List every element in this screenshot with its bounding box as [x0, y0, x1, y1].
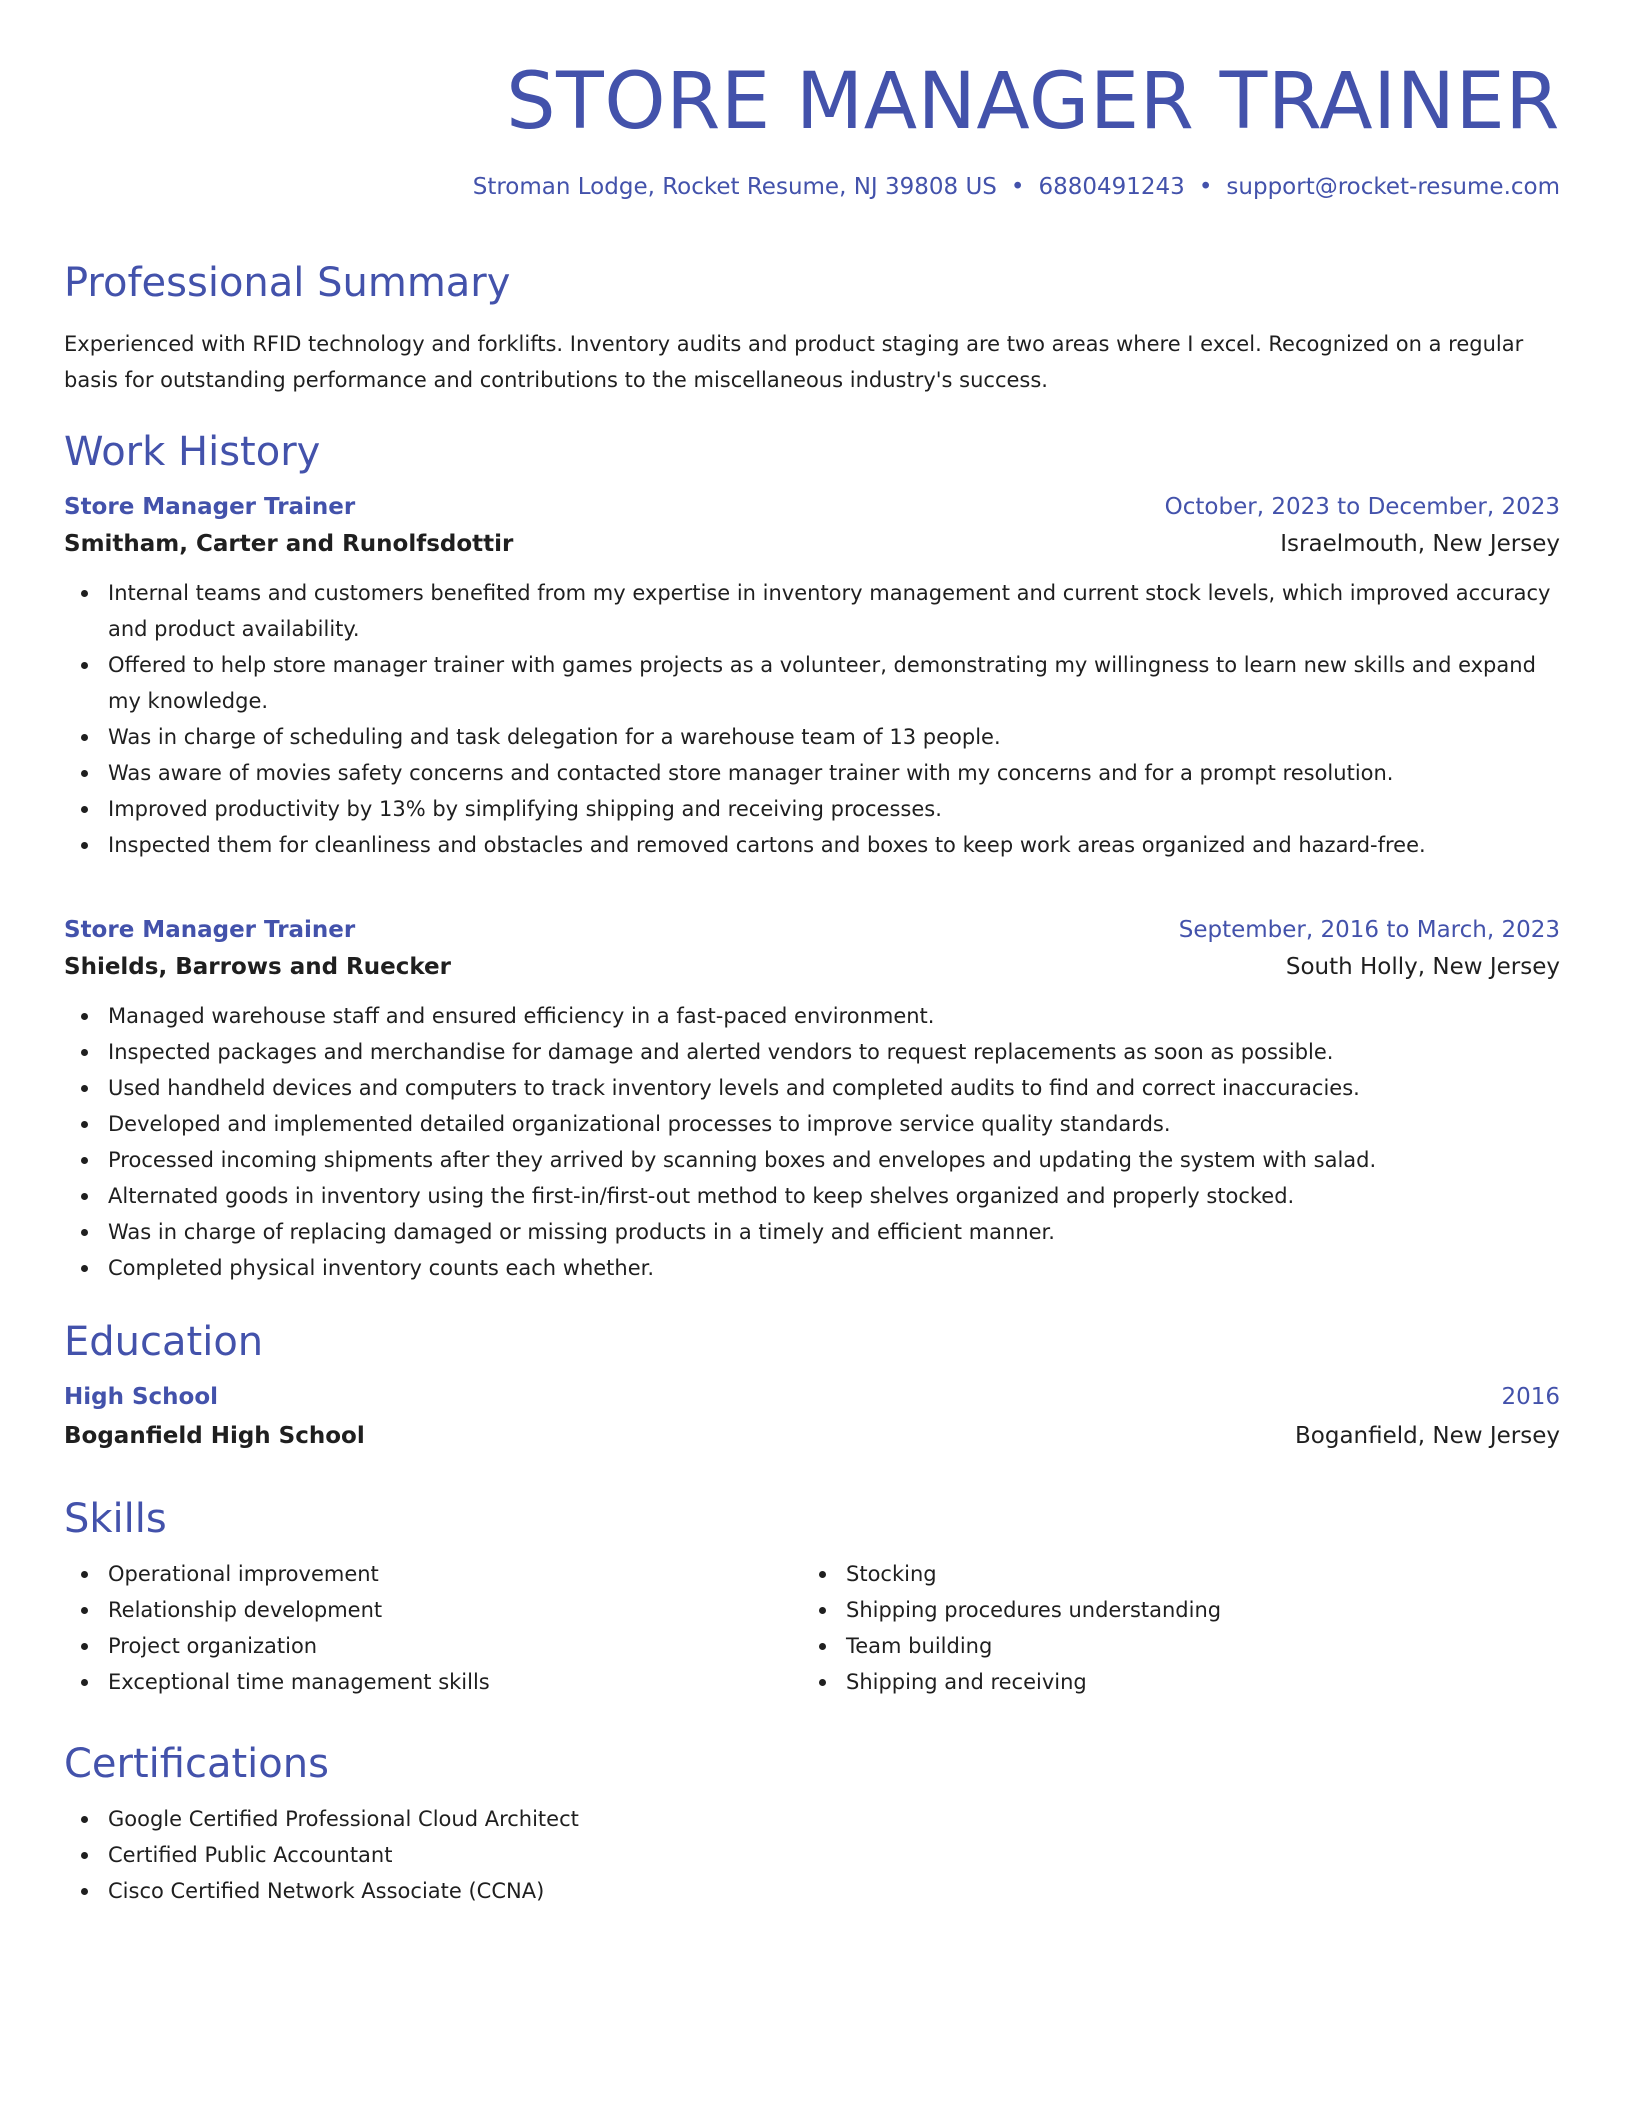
job-bullet: Alternated goods in inventory using the first-in/first-out method to keep shelves organized and properly stocked.: [64, 1178, 1560, 1214]
contact-email[interactable]: support@rocket-resume.com: [1226, 174, 1560, 200]
job-title: Store Manager Trainer: [64, 494, 356, 520]
certification-item: Google Certified Professional Cloud Architect: [64, 1801, 1560, 1837]
education-year: 2016: [1501, 1384, 1560, 1410]
contact-phone[interactable]: 6880491243: [1038, 174, 1185, 200]
education-degree: High School: [64, 1384, 219, 1410]
certification-item: Certified Public Accountant: [64, 1837, 1560, 1873]
summary-heading: Professional Summary: [64, 260, 511, 306]
job-bullet: Managed warehouse staff and ensured efficiency in a fast-paced environment.: [64, 998, 1560, 1034]
job-employer: Smitham, Carter and Runolfsdottir: [64, 531, 514, 557]
contact-line: [64, 172, 1560, 202]
certification-item: Cisco Certified Network Associate (CCNA): [64, 1873, 1560, 1909]
job-bullet: Used handheld devices and computers to track inventory levels and completed audits to find and correct inaccuracies.: [64, 1070, 1560, 1106]
job-bullets: [64, 575, 1560, 863]
skill-item: Shipping procedures understanding: [802, 1592, 1540, 1628]
summary-section: [64, 259, 1560, 398]
job-bullet: Processed incoming shipments after they arrived by scanning boxes and envelopes and updating the system with salad.: [64, 1142, 1560, 1178]
certifications-heading: Certifications: [64, 1741, 329, 1787]
skills-list-left: [64, 1556, 802, 1700]
contact-separator: •: [1198, 174, 1213, 200]
education-location: Boganfield, New Jersey: [1295, 1423, 1560, 1449]
job-dates: September, 2016 to March, 2023: [1178, 917, 1560, 943]
job-entry: [64, 492, 1560, 863]
certifications-list: [64, 1801, 1560, 1909]
candidate-name: STORE MANAGER TRAINER: [506, 57, 1560, 147]
skill-item: Operational improvement: [64, 1556, 802, 1592]
skill-item: Exceptional time management skills: [64, 1664, 802, 1700]
skill-item: Project organization: [64, 1628, 802, 1664]
education-section: [64, 1318, 1560, 1451]
skills-heading: Skills: [64, 1496, 167, 1542]
job-bullet: Developed and implemented detailed organizational processes to improve service quality standards.: [64, 1106, 1560, 1142]
certifications-section: [64, 1740, 1560, 1909]
job-bullet: Offered to help store manager trainer with games projects as a volunteer, demonstrating my willingness to learn new skills and expand my knowledge.: [64, 647, 1560, 719]
job-location: Israelmouth, New Jersey: [1280, 531, 1560, 557]
job-bullet: Internal teams and customers benefited from my expertise in inventory management and current stock levels, which improved accuracy and product availability.: [64, 575, 1560, 647]
skill-item: Relationship development: [64, 1592, 802, 1628]
job-title: Store Manager Trainer: [64, 917, 356, 943]
job-bullet: Was in charge of scheduling and task delegation for a warehouse team of 13 people.: [64, 719, 1560, 755]
work-history-heading: Work History: [64, 429, 321, 475]
contact-address: Stroman Lodge, Rocket Resume, NJ 39808 US: [472, 174, 997, 200]
job-bullet: Inspected them for cleanliness and obstacles and removed cartons and boxes to keep work areas organized and hazard-free.: [64, 827, 1560, 863]
job-dates: October, 2023 to December, 2023: [1164, 494, 1560, 520]
skill-item: Team building: [802, 1628, 1540, 1664]
skills-section: [64, 1495, 1560, 1700]
job-bullet: Was in charge of replacing damaged or missing products in a timely and efficient manner.: [64, 1214, 1560, 1250]
job-bullets: [64, 998, 1560, 1286]
skill-item: Stocking: [802, 1556, 1540, 1592]
resume-page: [64, 0, 1560, 1903]
education-heading: Education: [64, 1319, 264, 1365]
summary-text: Experienced with RFID technology and forklifts. Inventory audits and product staging are two areas where I excel. Recognized on a regular basis for outstanding performance and contributions to the miscellaneous industry's success.: [64, 332, 1524, 392]
job-bullet: Inspected packages and merchandise for damage and alerted vendors to request replacements as soon as possible.: [64, 1034, 1560, 1070]
education-school: Boganfield High School: [64, 1423, 365, 1449]
skills-list-right: [802, 1556, 1540, 1700]
job-bullet: Completed physical inventory counts each whether.: [64, 1250, 1560, 1286]
job-bullet: Improved productivity by 13% by simplifying shipping and receiving processes.: [64, 791, 1560, 827]
job-employer: Shields, Barrows and Ruecker: [64, 954, 451, 980]
job-location: South Holly, New Jersey: [1285, 954, 1560, 980]
contact-separator: •: [1010, 174, 1025, 200]
job-entry: [64, 915, 1560, 1286]
work-history-section: [64, 428, 1560, 863]
skill-item: Shipping and receiving: [802, 1664, 1540, 1700]
job-bullet: Was aware of movies safety concerns and contacted store manager trainer with my concerns and for a prompt resolution.: [64, 755, 1560, 791]
